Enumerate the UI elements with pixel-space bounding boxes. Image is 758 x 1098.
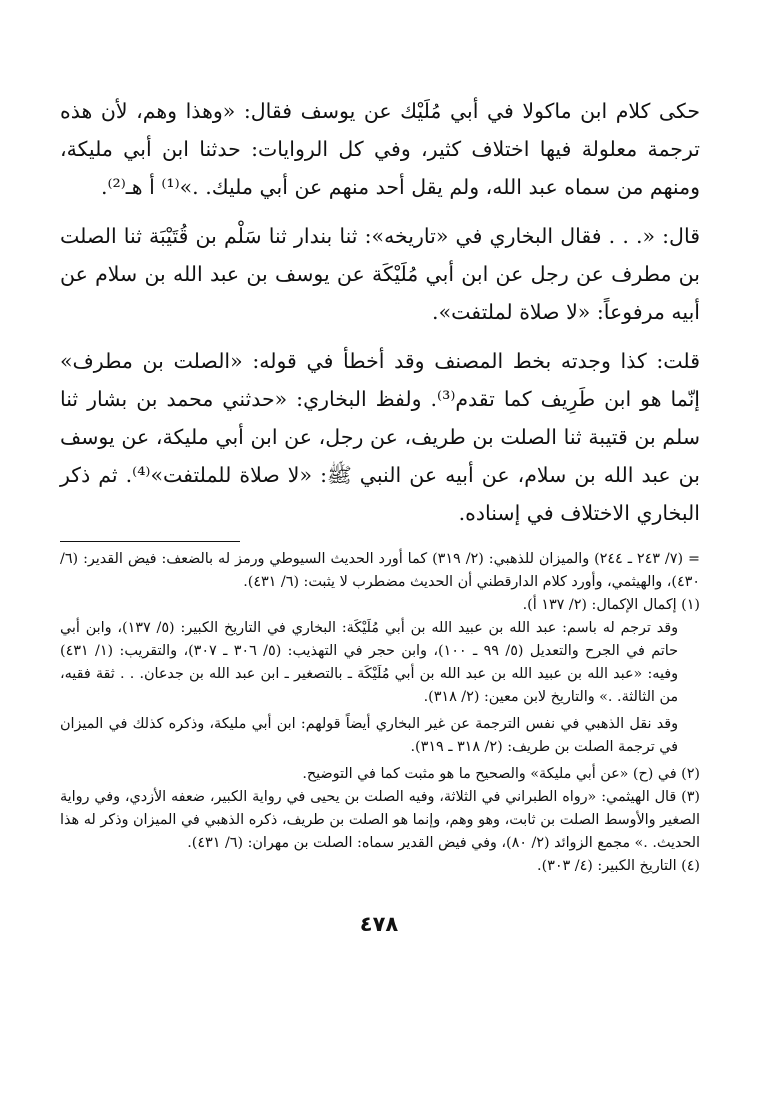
footnote-divider xyxy=(60,541,240,542)
main-text xyxy=(60,92,700,532)
footnote-continuation: = (٧/ ٢٤٣ ـ ٢٤٤) والميزان للذهبي: (٢/ ٣١٩) كما أورد الحديث السيوطي ورمز له بالضعف: فيض القدير: (٦/ ٤٣٠)، والهيثمي، وأورد كلام الدارقطني أن الحديث مضطرب لا يثبت: (٦/ ٤٣١). xyxy=(60,551,700,590)
footnote-2: (٢) في (ح) «عن أبي مليكة» والصحيح ما هو مثبت كما في التوضيح. xyxy=(302,766,700,782)
footnote-3: (٣) قال الهيثمي: «رواه الطبراني في الثلاثة، وفيه الصلت بن يحيى في رواية الكبير، ضعفه الأزدي، وفي رواية الصغير والأوسط الصلت بن ثابت، وهو وهم، وإنما هو الصلت بن طريف، ذكره الذهبي في الميزان وذكر له هذا الحديث. .» مجمع الزوائد (٢/ ٨٠)، وفي فيض القدير سماه: الصلت بن مهران: (٦/ ٤٣١). xyxy=(60,789,700,851)
footnote-1-note-b: وقد نقل الذهبي في نفس الترجمة عن غير البخاري أيضاً قولهم: ابن أبي مليكة، وذكره كذلك في الميزان في ترجمة الصلت بن طريف: (٢/ ٣١٨ ـ ٣١٩). xyxy=(60,716,678,755)
page-number: ٤٧٨ xyxy=(359,912,399,936)
footnote-1-note-a: وقد ترجم له باسم: عبد الله بن عبيد الله بن أبي مُلَيْكَة: البخاري في التاريخ الكبير: (٥/ ١٣٧)، وابن أبي حاتم في الجرح والتعديل (٥/ ٩٩ ـ ١٠٠)، وابن حجر في التهذيب: (٥/ ٣٠٦ ـ ٣٠٧)، والتقريب: (١/ ٤٣١) وفيه: «عبد الله بن عبيد الله بن عبد الله بن أبي مُلَيْكَة ـ بالتصغير ـ ابن عبد الله بن جدعان. . . ثقة فقيه، من الثالثة. .» والتاريخ لابن معين: (٢/ ٣١٨). xyxy=(60,620,678,705)
paragraph-2: قال: «. . . فقال البخاري في «تاريخه»: ثنا بندار ثنا سَلْم بن قُتَيْبَة ثنا الصلت بن مطرف عن رجل عن ابن أبي مُلَيْكَة عن يوسف بن عبد الله بن سلام عن أبيه مرفوعاً: «لا صلاة لملتفت». xyxy=(60,224,700,324)
paragraph-1: حكى كلام ابن ماكولا في أبي مُلَيْك عن يوسف فقال: «وهذا وهم، لأن هذه ترجمة معلولة فيها اختلاف كثير، وفي كل الروايات: حدثنا ابن أبي مليكة، ومنهم من سماه عبد الله، ولم يقل أحد منهم عن أبي مليك. .»⁽¹⁾ أ هـ⁽²⁾. xyxy=(60,99,700,199)
paragraph-3: قلت: كذا وجدته بخط المصنف وقد أخطأ في قوله: «الصلت بن مطرف» إنّما هو ابن طَرِيف كما تقدم⁽³⁾. ولفظ البخاري: «حدثني محمد بن بشار ثنا سلم بن قتيبة ثنا الصلت بن طريف، عن رجل، عن ابن أبي مليكة، عن يوسف بن عبد الله بن سلام، عن أبيه عن النبي ﷺ: «لا صلاة للملتفت»⁽⁴⁾. ثم ذكر البخاري الاختلاف في إسناده. xyxy=(60,349,701,525)
footnote-4: (٤) التاريخ الكبير: (٤/ ٣٠٣). xyxy=(537,858,700,874)
footnote-1: (١) إكمال الإكمال: (٢/ ١٣٧ أ). xyxy=(522,597,700,613)
footnotes xyxy=(60,548,700,878)
